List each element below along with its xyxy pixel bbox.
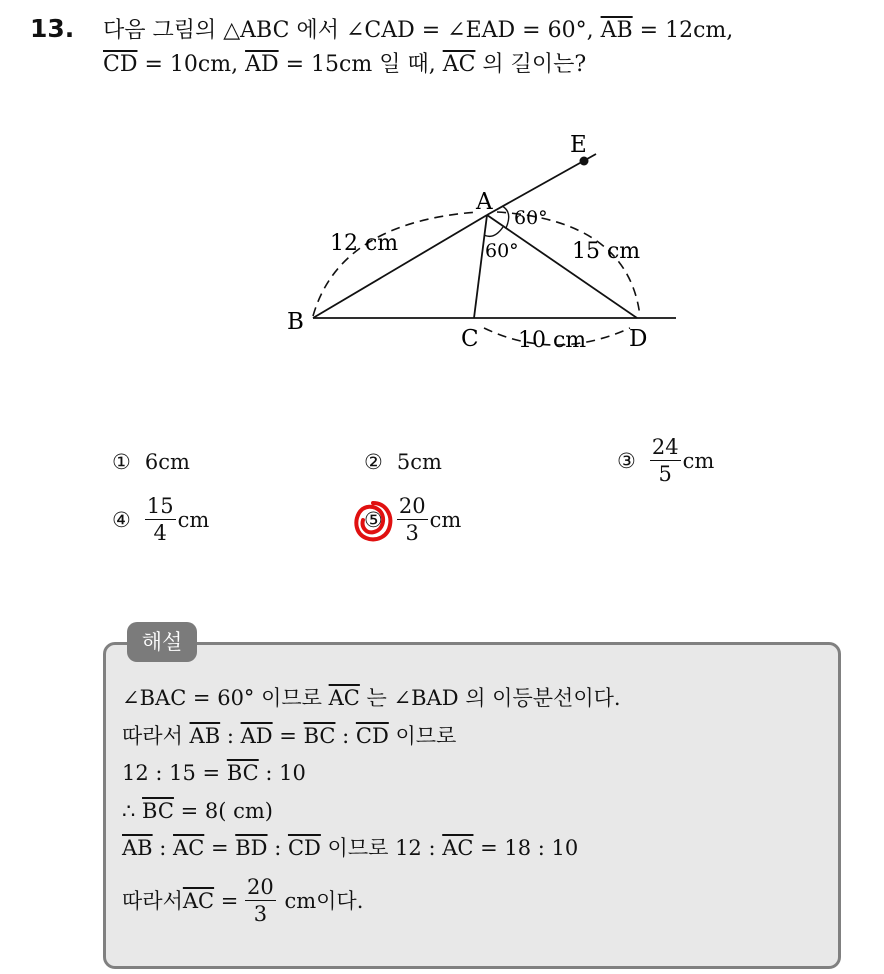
choice-unit: cm [682, 448, 715, 473]
label-C: C [461, 326, 479, 352]
segment-AC [474, 215, 487, 318]
question-line-1: 다음 그림의 △ABC 에서 ∠CAD = ∠EAD = 60°, $\overline{AB} = 12cm$, [103, 18, 734, 43]
segment-AD [487, 215, 637, 318]
choice-number: ⑤ [364, 507, 383, 532]
label-D: D [629, 326, 648, 352]
choice-number: ④ [112, 507, 131, 532]
choice-text: 6cm [144, 450, 190, 474]
ray-AE [487, 154, 596, 215]
length-CD: 10 cm [518, 328, 587, 353]
choice-3[interactable] [617, 434, 714, 487]
length-AB: 12 cm [330, 231, 399, 256]
choice-fraction: $\frac{24}{5}$ [651, 435, 679, 486]
solution-line-6: 따라서 $\overline{AC}$ = $\frac{20}{3}$ cm이다. [122, 875, 364, 926]
angle-mark-CAD [484, 227, 503, 236]
choice-fraction: $\frac{15}{4}$ [146, 494, 174, 545]
answer-mark-icon [350, 497, 396, 547]
choice-fraction: $\frac{20}{3}$ [398, 494, 426, 545]
choice-text: 5cm [396, 450, 442, 474]
solution-line-2: 따라서 $\overline{AB}$ : $\overline{AD} = \overline{BC}$ : $\overline{CD}$ 이므로 [122, 724, 457, 748]
solution-line-3: 12 : $15 = \overline{BC}$ : 10 [122, 761, 306, 785]
choice-unit: cm [429, 507, 462, 532]
solution-line-4: ∴ $\overline{BC} = 8$( cm) [122, 799, 273, 823]
solution-line-1: ∠BAC = 60° 이므로 $\overline{AC}$ 는 ∠BAD 의 이등분선이다. [122, 686, 621, 710]
label-A: A [476, 189, 493, 215]
solution-tag: 해설 [127, 622, 197, 662]
arc-AB [313, 212, 478, 316]
solution-line-5: $\overline{AB}$ : $\overline{AC} = \overline{BD}$ : $\overline{CD}$ 이므로 12 : $\overline{AC} = 18$ : 10 [122, 836, 579, 860]
angle-label-lower: 60° [485, 240, 519, 262]
label-E: E [570, 132, 587, 158]
choice-4[interactable] [112, 493, 209, 546]
length-AD: 15 cm [572, 239, 641, 264]
question-number: 13. [30, 14, 75, 43]
choice-number: ② [364, 450, 383, 474]
choice-number: ③ [617, 448, 636, 473]
angle-label-upper: 60° [514, 207, 548, 229]
question-line-2: $\overline{CD} = 10cm$, $\overline{AD} = 15cm$ 일 때, $\overline{AC}$ 의 길이는? [103, 52, 587, 77]
label-B: B [287, 309, 304, 335]
triangle-figure [0, 0, 884, 420]
choice-1[interactable] [112, 450, 190, 474]
choice-unit: cm [177, 507, 210, 532]
choice-2[interactable] [364, 450, 442, 474]
angle-mark-EAD [502, 206, 509, 228]
solution-fraction: $\frac{20}{3}$ [247, 875, 274, 926]
choice-number: ① [112, 450, 131, 474]
